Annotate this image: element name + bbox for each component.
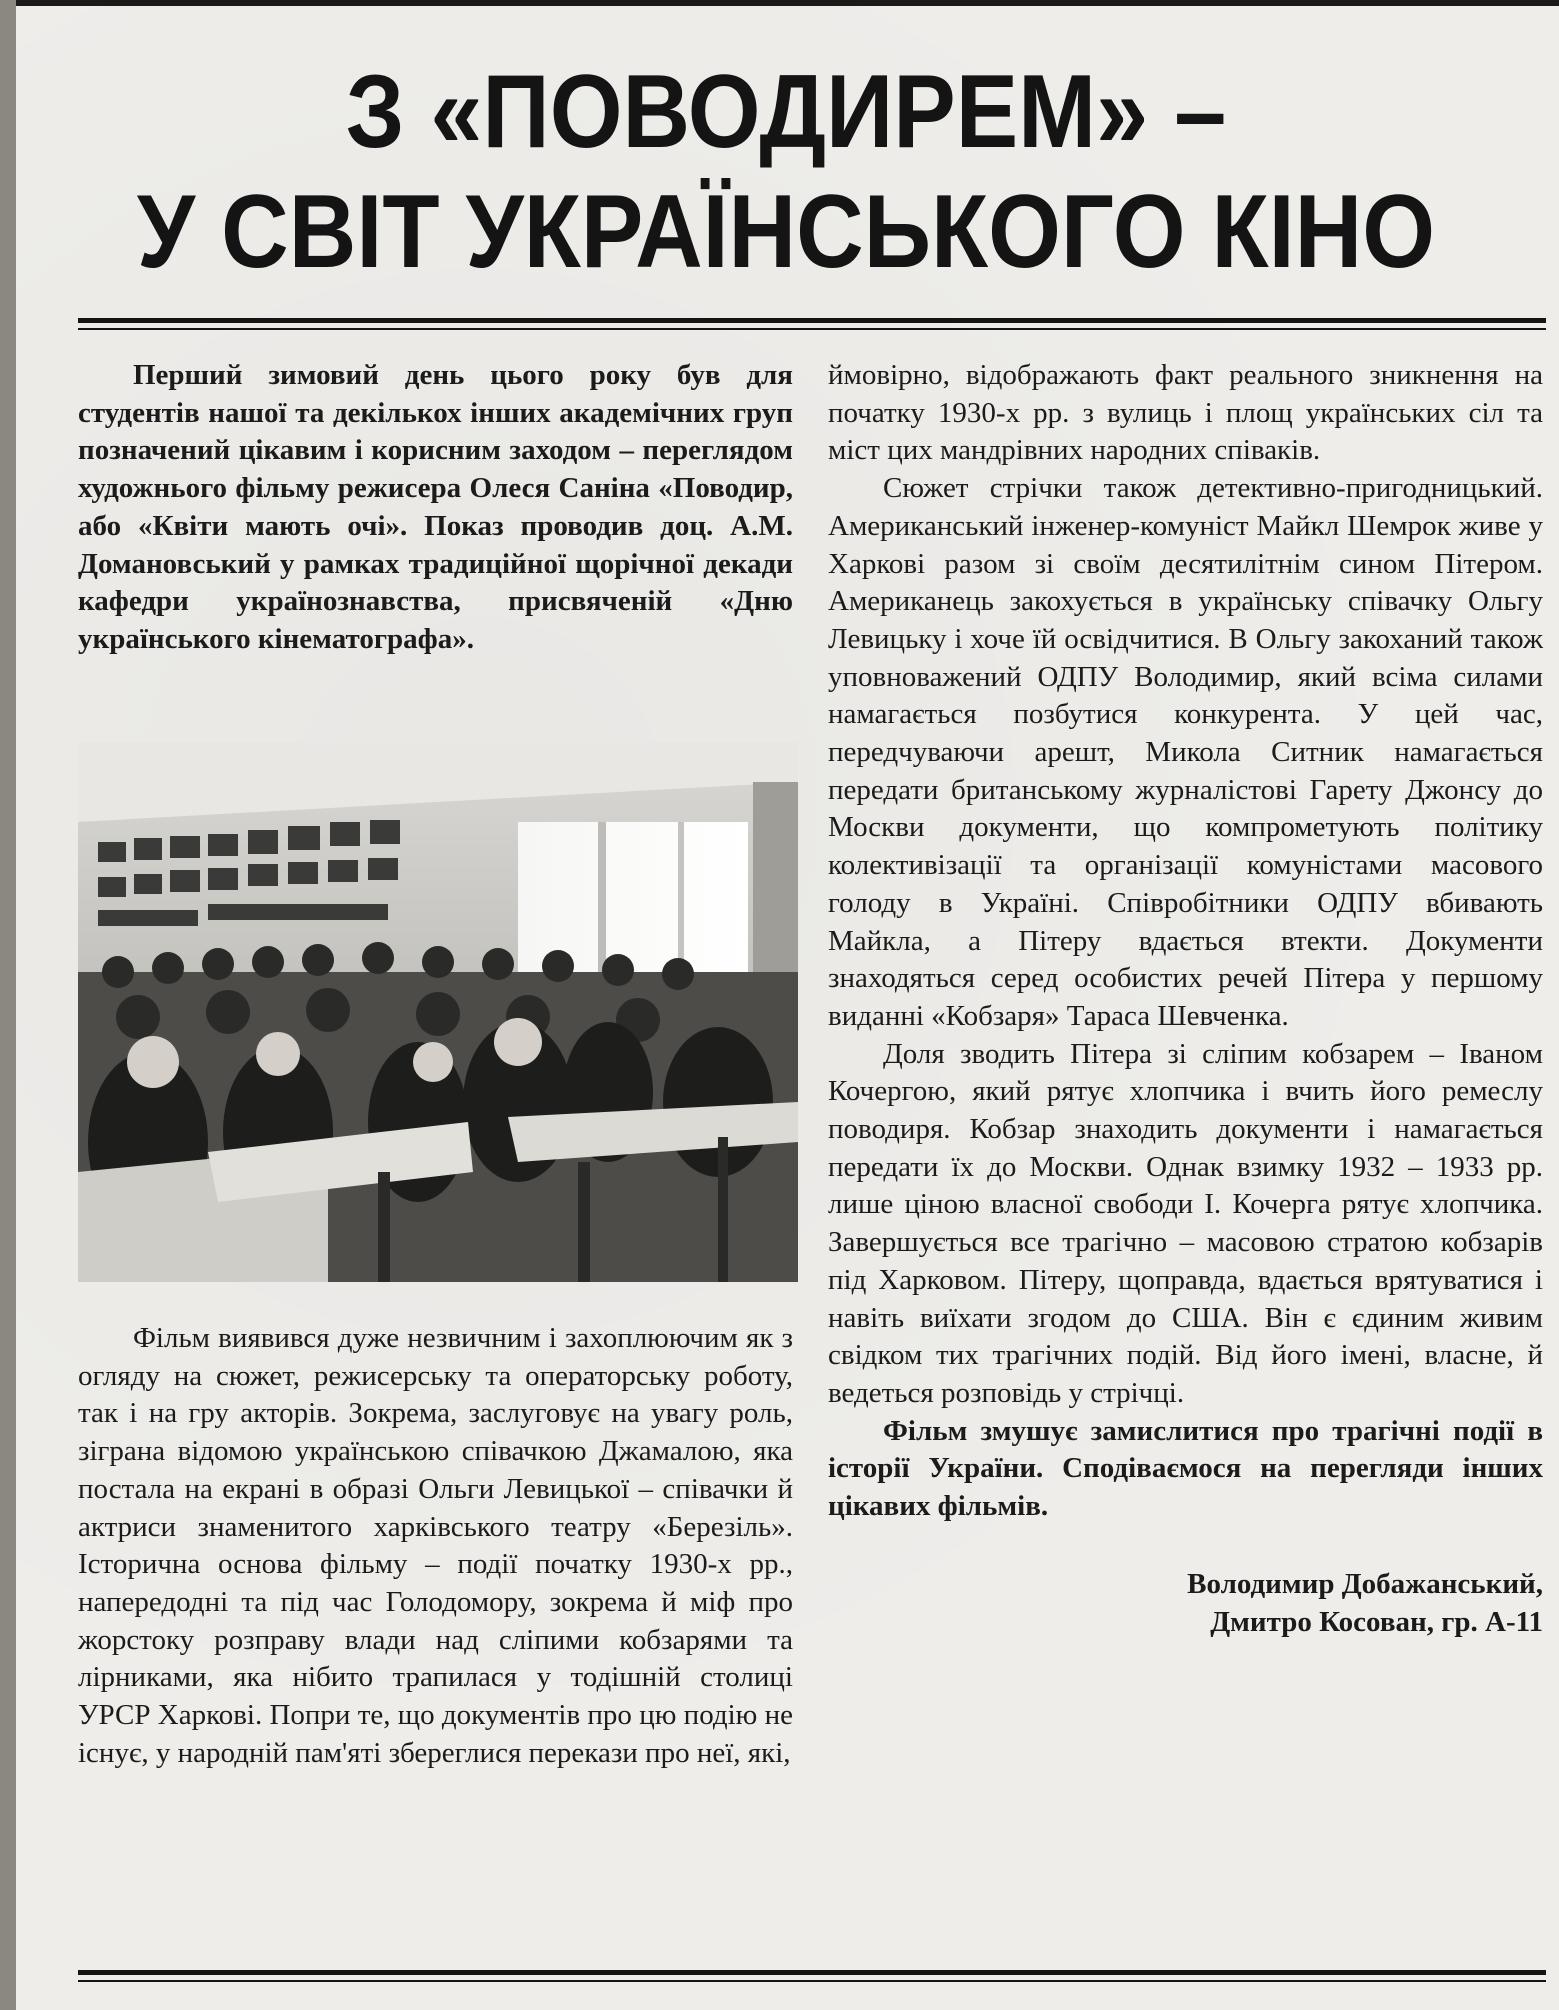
headline-line-2: У СВІТ УКРАЇНСЬКОГО КІНО — [136, 174, 1436, 290]
top-border-rule — [16, 0, 1559, 6]
paragraph-1-continued: ймовірно, відображають факт реального зникнення на початку 1930-х рр. з вулиць і площ українських сіл та міст цих мандрівних народних співаків. — [828, 359, 1543, 467]
bottom-rule-thin — [78, 1980, 1546, 1982]
right-column — [828, 357, 1543, 1641]
conclusion-paragraph: Фільм змушує замислитися про трагічні події в історії України. Сподіваємося на перегляди інших цікавих фільмів. — [828, 1414, 1543, 1523]
paragraph-3: Доля зводить Пітера зі сліпим кобзарем – Іваном Кочергою, який рятує хлопчика і вчить його ремеслу поводиря. Кобзар знаходить документи і намагається передати їх до Москви. Однак взимку 1932 – 1933 рр. лише ціною власної свободи І. Кочерга рятує хлопчика. Завершується все трагічно – масовою стратою кобзарів під Харковом. Пітеру, щоправда, вдається врятуватися і навіть виїхати згодом до США. Він є єдиним живим свідком тих трагічних подій. Від його імені, власне, й ведеться розповідь у стрічці. — [828, 1037, 1543, 1409]
left-column-top — [78, 357, 793, 659]
author-line-1: Володимир Добажанський, — [1187, 1567, 1543, 1600]
bottom-rule-thick — [78, 1970, 1546, 1975]
lead-paragraph: Перший зимовий день цього року був для студентів нашої та декількох інших академічних груп позначений цікавим і корисним заходом – переглядом художнього фільму режисера Олеся Саніна «Поводир, або «Квіти мають очі». Показ проводив доц. А.М. Домановський у рамках традиційної щорічної декади кафедри українознавства, присвяченій «Дню українського кінематографа». — [78, 359, 793, 655]
paragraph-1: Фільм виявився дуже незвичним і захоплюючим як з огляду на сюжет, режисерську та операторську роботу, так і на гру акторів. Зокрема, заслуговує на увагу роль, зіграна відомою українською співачкою Джамалою, яка постала на екрані в образі Ольги Левицької – співачки й актриси знаменитого харківського театру «Березіль». Історична основа фільму – події початку 1930-х рр., напередодні та під час Голодомору, зокрема й міф про жорстоку розправу влади над сліпими кобзарями та лірниками, яка нібито трапилася у тодішній столиці УРСР Харкові. Попри те, що документів про цю подію не існує, у народній пам'яті збереглися перекази про неї, які, — [78, 1322, 793, 1769]
author-line-2: Дмитро Косован, гр. А-11 — [1210, 1605, 1543, 1638]
headline-line-1: З «ПОВОДИРЕМ» – — [345, 54, 1227, 170]
classroom-photo-illustration — [78, 742, 798, 1282]
headline-rule-thick — [78, 318, 1546, 323]
newspaper-page — [16, 0, 1559, 2010]
left-column-bottom — [78, 1320, 793, 1772]
paragraph-2: Сюжет стрічки також детективно-пригодницький. Американський інженер-комуніст Майкл Шемрок живе у Харкові разом зі своїм десятилітнім сином Пітером. Американець закохується в українську співачку Ольгу Левицьку і хоче їй освідчитися. В Ольгу закоханий також уповноважений ОДПУ Володимир, який всіма силами намагається позбутися конкурента. У цей час, передчуваючи арешт, Микола Ситник намагається передати британському журналістові Гарету Джонсу до Москви документи, що компрометують політику колективізації та організації комуністами масового голоду в Україні. Співробітники ОДПУ вбивають Майкла, а Пітеру вдається втекти. Документи знаходяться серед особистих речей Пітера у першому виданні «Кобзаря» Тараса Шевченка. — [828, 472, 1543, 1032]
headline-rule-thin — [78, 328, 1546, 330]
article-photo — [78, 742, 798, 1282]
